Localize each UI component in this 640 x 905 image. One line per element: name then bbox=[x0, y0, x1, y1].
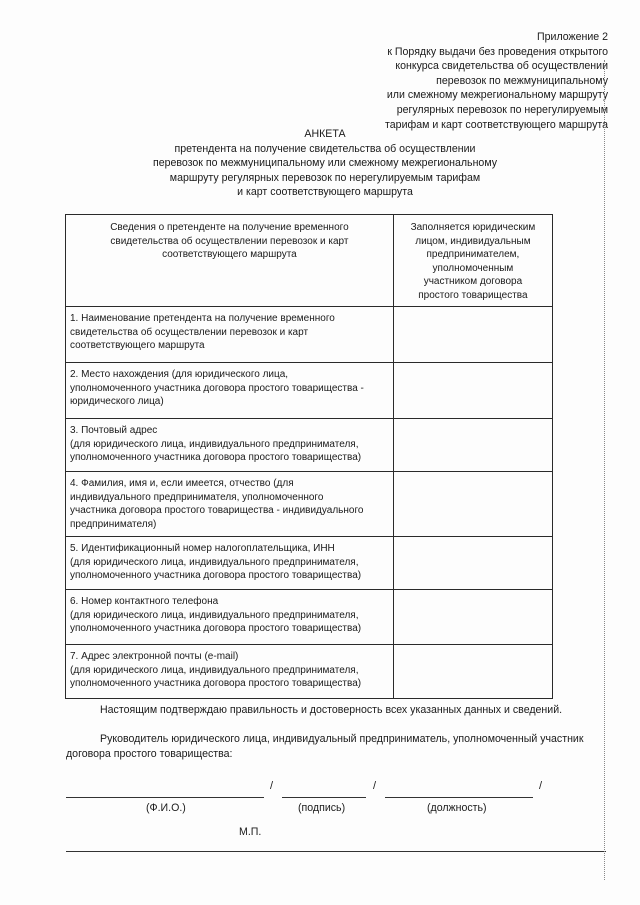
header-line: предпринимателем, bbox=[426, 249, 520, 261]
stamp-label: М.П. bbox=[239, 826, 262, 838]
position-label: (должность) bbox=[427, 802, 487, 814]
row-answer-cell[interactable] bbox=[393, 590, 552, 645]
header-cell-fill bbox=[393, 215, 552, 307]
row-answer-cell[interactable] bbox=[393, 645, 552, 699]
header-line: соответствующего маршрута bbox=[162, 249, 297, 261]
row-label-line: индивидуального предпринимателя, уполномоченного bbox=[70, 491, 324, 503]
row-label-cell bbox=[66, 537, 394, 590]
row-label-line: 7. Адрес электронной почты (e-mail) bbox=[70, 651, 239, 662]
confirmation-text: Настоящим подтверждаю правильность и достоверность всех указанных данных и сведений. bbox=[100, 704, 563, 716]
table-row bbox=[66, 363, 553, 419]
row-label-cell bbox=[66, 419, 394, 472]
row-label-line: уполномоченного участника договора простого товарищества - bbox=[70, 382, 364, 394]
row-label-line: участника договора простого товарищества - индивидуального bbox=[70, 505, 364, 517]
row-answer-cell[interactable] bbox=[393, 363, 552, 419]
appendix-line: регулярных перевозок по нерегулируемым bbox=[396, 103, 608, 116]
appendix-line: или смежному межрегиональному маршруту bbox=[386, 89, 608, 102]
header-cell-info bbox=[66, 215, 394, 307]
row-label-line: 6. Номер контактного телефона bbox=[70, 596, 219, 607]
separator-slash: / bbox=[270, 780, 274, 792]
bottom-rule bbox=[66, 851, 606, 852]
fio-label: (Ф.И.О.) bbox=[146, 802, 186, 814]
row-label-line: 3. Почтовый адрес bbox=[70, 425, 158, 436]
row-label-cell bbox=[66, 363, 394, 419]
row-label-line: уполномоченного участника договора простого товарищества) bbox=[70, 452, 362, 464]
row-answer-cell[interactable] bbox=[393, 472, 552, 537]
row-label-line: (для юридического лица, индивидуального предпринимателя, bbox=[70, 438, 359, 450]
form-subtitle-line: и карт соответствующего маршрута bbox=[237, 186, 413, 199]
row-label-line: 2. Место нахождения (для юридического лица, bbox=[70, 369, 289, 380]
header-line: Сведения о претенденте на получение временного bbox=[110, 222, 349, 233]
row-label-cell bbox=[66, 472, 394, 537]
appendix-block bbox=[348, 30, 608, 132]
row-label-line: уполномоченного участника договора простого товарищества) bbox=[70, 570, 362, 582]
form-subtitle-line: претендента на получение свидетельства об осуществлении bbox=[174, 142, 476, 155]
form-title-block bbox=[100, 127, 550, 200]
table-row bbox=[66, 645, 553, 699]
separator-slash: / bbox=[373, 780, 377, 792]
header-line: простого товарищества bbox=[418, 289, 528, 301]
row-label-line: предпринимателя) bbox=[70, 518, 157, 530]
row-answer-cell[interactable] bbox=[393, 419, 552, 472]
separator-slash: / bbox=[539, 780, 543, 792]
row-label-line: 1. Наименование претендента на получение временного bbox=[70, 313, 335, 324]
row-label-line: (для юридического лица, индивидуального предпринимателя, bbox=[70, 556, 359, 568]
appendix-line: к Порядку выдачи без проведения открытого bbox=[387, 45, 608, 58]
form-subtitle-line: перевозок по межмуниципальному или смежному межрегиональному bbox=[152, 157, 498, 170]
row-answer-cell[interactable] bbox=[393, 537, 552, 590]
head-role-text-continued: договора простого товарищества: bbox=[66, 748, 233, 760]
questionnaire-table bbox=[65, 214, 553, 699]
row-label-line: уполномоченного участника договора простого товарищества) bbox=[70, 623, 362, 635]
sign-signature-line[interactable] bbox=[282, 797, 366, 798]
row-label-line: (для юридического лица, индивидуального предпринимателя, bbox=[70, 609, 359, 621]
appendix-line: конкурса свидетельства об осуществлении bbox=[395, 60, 608, 73]
table-row bbox=[66, 419, 553, 472]
row-label-line: уполномоченного участника договора простого товарищества) bbox=[70, 678, 362, 690]
appendix-line: Приложение 2 bbox=[537, 31, 608, 43]
appendix-line: перевозок по межмуниципальному bbox=[436, 74, 608, 87]
appendix-line: тарифам и карт соответствующего маршрута bbox=[385, 118, 608, 131]
row-label-cell bbox=[66, 307, 394, 363]
fio-signature-line[interactable] bbox=[66, 797, 264, 798]
form-subtitle-line: маршруту регулярных перевозок по нерегулируемым тарифам bbox=[169, 171, 481, 184]
header-line: Заполняется юридическим bbox=[410, 222, 536, 233]
table-row bbox=[66, 307, 553, 363]
scan-edge-mark bbox=[604, 60, 605, 880]
row-label-line: юридического лица) bbox=[70, 396, 164, 408]
row-label-line: 5. Идентификационный номер налогоплательщика, ИНН bbox=[70, 543, 335, 554]
row-label-cell bbox=[66, 645, 394, 699]
header-line: лицом, индивидуальным bbox=[415, 235, 531, 247]
row-answer-cell[interactable] bbox=[393, 307, 552, 363]
row-label-line: соответствующего маршрута bbox=[70, 340, 205, 352]
sign-label: (подпись) bbox=[298, 802, 346, 814]
row-label-cell bbox=[66, 590, 394, 645]
row-label-line: 4. Фамилия, имя и, если имеется, отчество (для bbox=[70, 478, 294, 489]
row-label-line: свидетельства об осуществлении перевозок и карт bbox=[70, 326, 309, 338]
table-row bbox=[66, 537, 553, 590]
position-signature-line[interactable] bbox=[385, 797, 533, 798]
table-row bbox=[66, 590, 553, 645]
table-row bbox=[66, 472, 553, 537]
row-label-line: (для юридического лица, индивидуального предпринимателя, bbox=[70, 664, 359, 676]
table-header-row bbox=[66, 215, 553, 307]
header-line: свидетельства об осуществлении перевозок и карт bbox=[110, 235, 349, 247]
header-line: участником договора bbox=[423, 276, 523, 288]
form-title: АНКЕТА bbox=[304, 128, 346, 140]
header-line: уполномоченным bbox=[432, 262, 514, 274]
head-role-text: Руководитель юридического лица, индивидуальный предприниматель, уполномоченный участник bbox=[100, 733, 584, 745]
